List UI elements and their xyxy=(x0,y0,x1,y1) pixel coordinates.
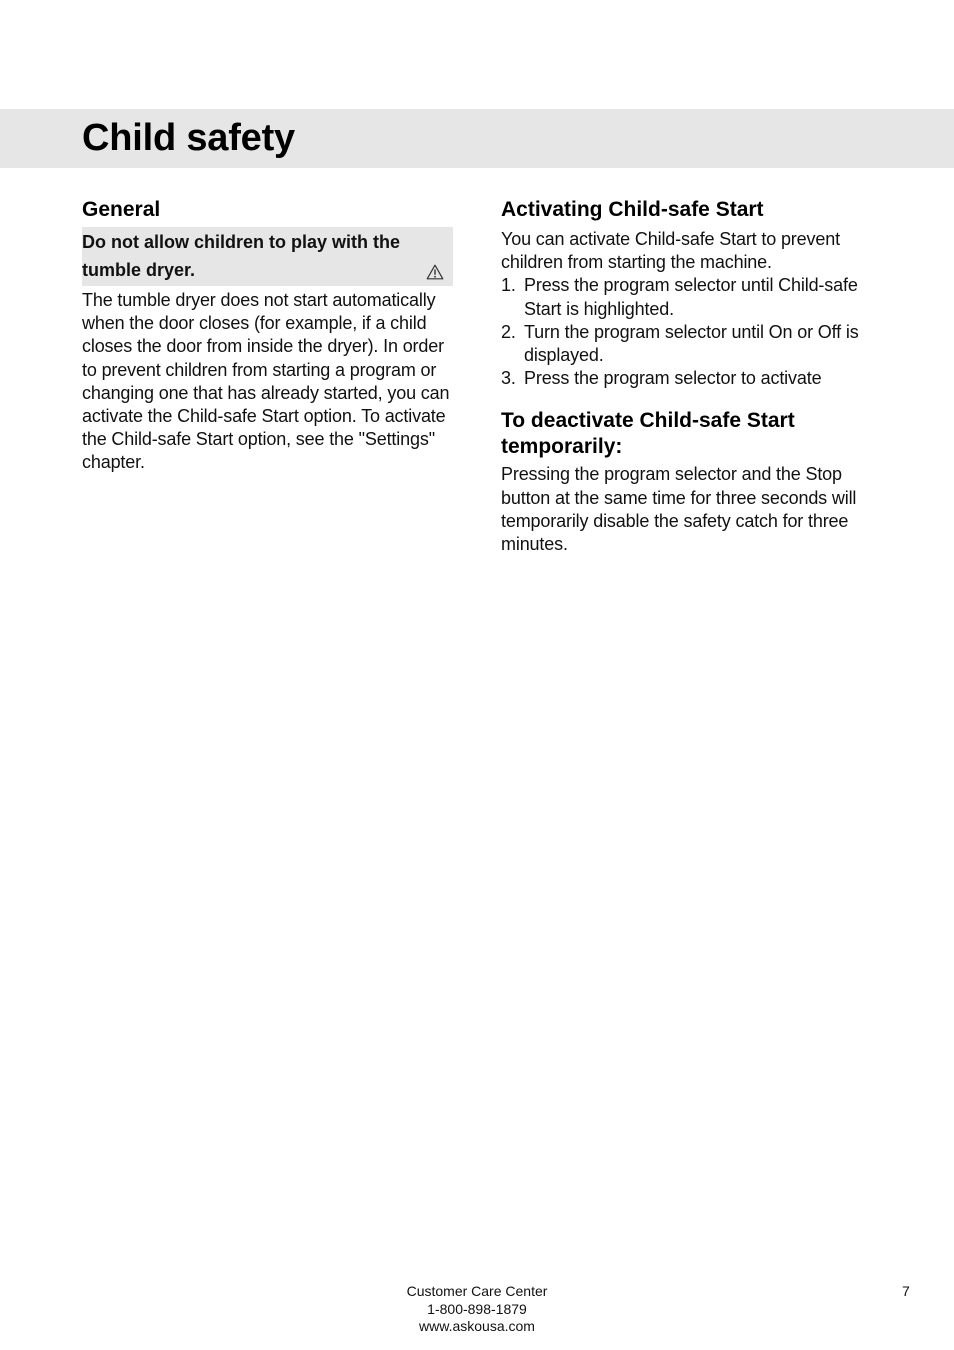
title-band xyxy=(0,109,954,168)
deactivate-paragraph: Pressing the program selector and the Stop button at the same time for three seconds will temporarily disable the safety catch for three minutes. xyxy=(501,464,857,555)
list-item xyxy=(501,367,875,390)
step-text: Press the program selector until Child-safe Start is highlighted. xyxy=(524,275,858,319)
general-paragraph: The tumble dryer does not start automatically when the door closes (for example, if a child closes the door from inside the dryer). In order to prevent children from starting a program or changing one that has already started, you can activate the Child-safe Start option. To activate the Child-safe Start option, see the "Settings" chapter. xyxy=(82,290,450,473)
step-text: Turn the program selector until On or Off is displayed. xyxy=(524,321,859,366)
footer-line-care-center: Customer Care Center xyxy=(406,1283,548,1299)
steps-list xyxy=(501,274,875,390)
list-item xyxy=(501,321,875,367)
right-column xyxy=(501,197,875,556)
warning-triangle-icon xyxy=(426,264,444,280)
general-heading: General xyxy=(82,198,161,221)
left-column xyxy=(82,197,454,475)
activating-heading: Activating Child-safe Start xyxy=(501,198,764,221)
page-title: Child safety xyxy=(82,117,295,159)
activating-intro: You can activate Child-safe Start to prevent children from starting the machine. xyxy=(501,229,840,273)
footer-line-phone: 1-800-898-1879 xyxy=(427,1300,527,1317)
deactivate-heading: To deactivate Child-safe Start temporarily: xyxy=(501,409,795,459)
step-number: 2. xyxy=(501,321,516,342)
step-number: 1. xyxy=(501,275,516,296)
footer-line-website: www.askousa.com xyxy=(419,1318,535,1334)
footer xyxy=(0,1283,954,1336)
warning-box xyxy=(82,227,453,286)
step-number: 3. xyxy=(501,368,516,389)
warning-text: Do not allow children to play with the tumble dryer. xyxy=(82,232,401,280)
list-item xyxy=(501,274,875,320)
step-text: Press the program selector to activate xyxy=(524,368,822,389)
page-number: 7 xyxy=(902,1283,910,1299)
